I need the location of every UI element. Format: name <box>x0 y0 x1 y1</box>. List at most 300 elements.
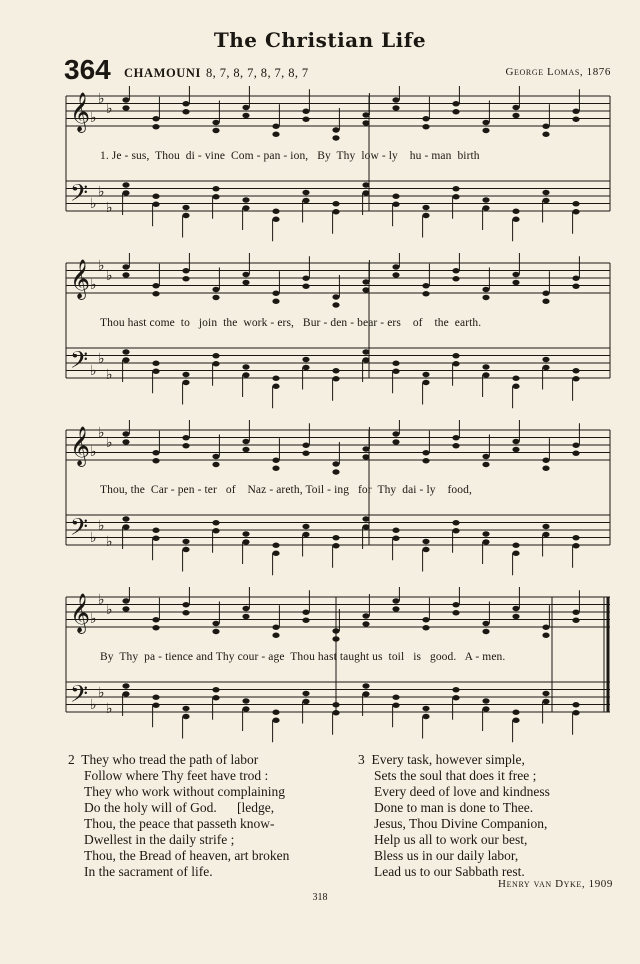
verse-2-line: They who work without complaining <box>84 784 285 799</box>
note-head <box>572 618 579 623</box>
note-head <box>422 458 429 463</box>
note-head <box>542 198 549 203</box>
note-head <box>152 361 159 366</box>
note-head <box>332 368 339 373</box>
note-head <box>212 120 219 125</box>
note-head <box>242 113 249 118</box>
treble-clef-icon: 𝄞 <box>70 259 91 299</box>
flat-sign-icon: ♭ <box>98 258 105 274</box>
lyric-line-4: By Thy pa - tience and Thy cour - age Thou hast taught us toil is good. A - men. <box>100 651 506 663</box>
note-head <box>212 295 219 300</box>
note-head <box>332 710 339 715</box>
verse-2-line: Do the holy will of God. [ledge, <box>84 800 275 815</box>
note-head <box>302 117 309 122</box>
bass-clef-icon: 𝄢 <box>70 179 89 212</box>
note-head <box>182 610 189 615</box>
note-head <box>392 703 399 708</box>
note-head <box>182 109 189 114</box>
flat-sign-icon: ♭ <box>98 184 105 200</box>
note-head <box>272 633 279 638</box>
note-head <box>122 190 129 195</box>
note-head <box>362 190 369 195</box>
note-head <box>242 698 249 703</box>
flat-sign-icon: ♭ <box>106 200 113 216</box>
note-head <box>212 454 219 459</box>
note-head <box>512 105 519 110</box>
note-head <box>182 213 189 218</box>
verse-2-line: Thou, the Bread of heaven, art broken <box>84 848 290 863</box>
staff-lines <box>64 86 612 246</box>
note-head <box>242 205 249 210</box>
note-head <box>122 97 129 102</box>
note-head <box>302 109 309 114</box>
note-head <box>542 625 549 630</box>
note-head <box>272 718 279 723</box>
note-head <box>242 447 249 452</box>
note-head <box>392 272 399 277</box>
verse-2-line: Follow where Thy feet have trod : <box>84 768 269 783</box>
note-head <box>512 280 519 285</box>
note-head <box>272 132 279 137</box>
note-head <box>272 291 279 296</box>
note-head <box>212 621 219 626</box>
note-head <box>482 372 489 377</box>
note-head <box>512 614 519 619</box>
note-head <box>362 120 369 125</box>
note-head <box>542 132 549 137</box>
note-head <box>332 535 339 540</box>
verse-3-line: Lead us to our Sabbath rest. <box>374 864 525 879</box>
note-head <box>362 279 369 284</box>
note-head <box>122 606 129 611</box>
note-head <box>182 706 189 711</box>
note-head <box>392 536 399 541</box>
flat-sign-icon: ♭ <box>106 101 113 117</box>
note-head <box>302 699 309 704</box>
note-head <box>182 276 189 281</box>
music-system-4 <box>64 587 612 747</box>
note-head <box>272 217 279 222</box>
note-head <box>422 372 429 377</box>
note-head <box>242 706 249 711</box>
note-head <box>362 446 369 451</box>
note-head <box>542 691 549 696</box>
verse-3-line: Help us all to work our best, <box>374 832 528 847</box>
note-head <box>392 97 399 102</box>
note-head <box>542 357 549 362</box>
note-head <box>452 109 459 114</box>
note-head <box>212 687 219 692</box>
staff-lines <box>64 253 612 413</box>
note-head <box>392 264 399 269</box>
note-head <box>512 718 519 723</box>
note-head <box>212 528 219 533</box>
verse-3 <box>358 752 550 880</box>
note-head <box>452 353 459 358</box>
note-head <box>212 695 219 700</box>
note-head <box>482 454 489 459</box>
flat-sign-icon: ♭ <box>98 518 105 534</box>
note-head <box>152 124 159 129</box>
note-head <box>182 205 189 210</box>
note-head <box>542 532 549 537</box>
note-head <box>182 547 189 552</box>
note-head <box>452 687 459 692</box>
note-head <box>272 625 279 630</box>
note-head <box>182 602 189 607</box>
note-head <box>452 610 459 615</box>
note-head <box>572 201 579 206</box>
note-head <box>122 264 129 269</box>
verse-3-line: Bless us in our daily labor, <box>374 848 519 863</box>
note-head <box>302 276 309 281</box>
verse-2 <box>68 752 289 880</box>
note-head <box>392 598 399 603</box>
note-head <box>122 683 129 688</box>
note-head <box>542 458 549 463</box>
note-head <box>152 116 159 121</box>
note-head <box>242 372 249 377</box>
verse-3-line: Done to man is done to Thee. <box>374 800 534 815</box>
flat-sign-icon: ♭ <box>106 367 113 383</box>
note-head <box>152 528 159 533</box>
note-head <box>572 702 579 707</box>
note-head <box>482 287 489 292</box>
note-head <box>182 435 189 440</box>
treble-clef-icon: 𝄞 <box>70 426 91 466</box>
note-head <box>392 361 399 366</box>
flat-sign-icon: ♭ <box>106 268 113 284</box>
note-head <box>272 710 279 715</box>
note-head <box>122 349 129 354</box>
flat-sign-icon: ♭ <box>106 602 113 618</box>
note-head <box>122 598 129 603</box>
note-head <box>542 291 549 296</box>
note-head <box>302 190 309 195</box>
note-head <box>212 361 219 366</box>
note-head <box>452 361 459 366</box>
flat-sign-icon: ♭ <box>90 363 97 379</box>
note-head <box>362 287 369 292</box>
note-head <box>542 365 549 370</box>
meter: 8, 7, 8, 7, 8, 7, 8, 7 <box>206 66 309 80</box>
note-head <box>182 714 189 719</box>
note-head <box>392 105 399 110</box>
note-head <box>572 543 579 548</box>
note-head <box>272 551 279 556</box>
note-head <box>182 268 189 273</box>
note-head <box>362 182 369 187</box>
note-head <box>392 202 399 207</box>
bass-clef-icon: 𝄢 <box>70 680 89 713</box>
note-head <box>452 101 459 106</box>
composer: George Lomas, 1876 <box>505 66 611 78</box>
flat-sign-icon: ♭ <box>98 685 105 701</box>
flat-sign-icon: ♭ <box>90 530 97 546</box>
note-head <box>572 368 579 373</box>
note-head <box>272 384 279 389</box>
note-head <box>152 202 159 207</box>
flat-sign-icon: ♭ <box>90 611 97 627</box>
note-head <box>422 116 429 121</box>
note-head <box>422 450 429 455</box>
note-head <box>362 349 369 354</box>
note-head <box>152 703 159 708</box>
note-head <box>332 628 339 633</box>
note-head <box>302 198 309 203</box>
flat-sign-icon: ♭ <box>106 701 113 717</box>
note-head <box>482 539 489 544</box>
note-head <box>152 291 159 296</box>
flat-sign-icon: ♭ <box>98 351 105 367</box>
note-head <box>272 209 279 214</box>
note-head <box>482 128 489 133</box>
note-head <box>452 602 459 607</box>
hymn-number: 364 <box>64 54 111 85</box>
treble-clef-icon: 𝄞 <box>70 92 91 132</box>
note-head <box>482 205 489 210</box>
note-head <box>422 617 429 622</box>
note-head <box>422 539 429 544</box>
note-head <box>572 209 579 214</box>
note-head <box>272 543 279 548</box>
note-head <box>122 516 129 521</box>
note-head <box>512 217 519 222</box>
note-head <box>332 201 339 206</box>
note-head <box>302 532 309 537</box>
note-head <box>482 698 489 703</box>
note-head <box>452 528 459 533</box>
note-head <box>212 186 219 191</box>
note-head <box>332 135 339 140</box>
verse-3-line: 3 Every task, however simple, <box>358 752 525 767</box>
note-head <box>512 384 519 389</box>
note-head <box>572 710 579 715</box>
flat-sign-icon: ♭ <box>98 425 105 441</box>
note-head <box>182 101 189 106</box>
note-head <box>542 633 549 638</box>
note-head <box>452 194 459 199</box>
note-head <box>302 451 309 456</box>
music-system-2 <box>64 253 612 413</box>
note-head <box>542 190 549 195</box>
note-head <box>512 710 519 715</box>
note-head <box>482 706 489 711</box>
note-head <box>362 683 369 688</box>
note-head <box>362 524 369 529</box>
lyric-line-3: Thou, the Car - pen - ter of Naz - areth, Toil - ing for Thy dai - ly food, <box>100 484 472 496</box>
note-head <box>482 629 489 634</box>
note-head <box>572 276 579 281</box>
note-head <box>422 124 429 129</box>
note-head <box>122 105 129 110</box>
note-head <box>572 443 579 448</box>
music-system-3 <box>64 420 612 580</box>
flat-sign-icon: ♭ <box>98 91 105 107</box>
note-head <box>392 194 399 199</box>
note-head <box>362 621 369 626</box>
note-head <box>392 606 399 611</box>
note-head <box>542 466 549 471</box>
note-head <box>452 443 459 448</box>
note-head <box>512 439 519 444</box>
note-head <box>212 128 219 133</box>
flat-sign-icon: ♭ <box>106 534 113 550</box>
note-head <box>362 112 369 117</box>
verse-3-line: Every deed of love and kindness <box>374 784 550 799</box>
verse-3-line: Jesus, Thou Divine Companion, <box>374 816 548 831</box>
note-head <box>482 197 489 202</box>
note-head <box>452 186 459 191</box>
note-head <box>122 691 129 696</box>
note-head <box>362 357 369 362</box>
note-head <box>332 209 339 214</box>
flat-sign-icon: ♭ <box>90 697 97 713</box>
note-head <box>242 105 249 110</box>
note-head <box>242 439 249 444</box>
note-head <box>392 528 399 533</box>
note-head <box>512 551 519 556</box>
lyric-line-2: Thou hast come to join the work - ers, Bur - den - bear - ers of the earth. <box>100 317 482 329</box>
staff-lines <box>64 587 612 747</box>
note-head <box>242 197 249 202</box>
note-head <box>332 294 339 299</box>
note-head <box>242 606 249 611</box>
treble-clef-icon: 𝄞 <box>70 593 91 633</box>
note-head <box>422 625 429 630</box>
note-head <box>302 443 309 448</box>
tune-name: CHAMOUNI <box>124 66 202 80</box>
note-head <box>182 372 189 377</box>
note-head <box>302 365 309 370</box>
note-head <box>272 466 279 471</box>
note-head <box>242 531 249 536</box>
page-number: 318 <box>312 892 328 903</box>
bass-clef-icon: 𝄢 <box>70 513 89 546</box>
music-system-1 <box>64 86 612 246</box>
note-head <box>512 376 519 381</box>
note-head <box>152 450 159 455</box>
note-head <box>302 610 309 615</box>
note-head <box>302 618 309 623</box>
note-head <box>272 299 279 304</box>
note-head <box>572 535 579 540</box>
note-head <box>572 109 579 114</box>
note-head <box>362 516 369 521</box>
note-head <box>182 539 189 544</box>
note-head <box>512 606 519 611</box>
note-head <box>272 376 279 381</box>
note-head <box>422 205 429 210</box>
note-head <box>152 369 159 374</box>
note-head <box>482 531 489 536</box>
note-head <box>302 284 309 289</box>
note-head <box>122 357 129 362</box>
note-head <box>122 431 129 436</box>
verse-3-line: Sets the soul that does it free ; <box>374 768 537 783</box>
note-head <box>452 435 459 440</box>
flat-sign-icon: ♭ <box>90 110 97 126</box>
note-head <box>302 357 309 362</box>
note-head <box>152 283 159 288</box>
note-head <box>332 127 339 132</box>
note-head <box>452 520 459 525</box>
note-head <box>392 369 399 374</box>
note-head <box>422 380 429 385</box>
note-head <box>392 439 399 444</box>
note-head <box>242 272 249 277</box>
bass-clef-icon: 𝄢 <box>70 346 89 379</box>
note-head <box>452 695 459 700</box>
note-head <box>542 124 549 129</box>
note-head <box>182 380 189 385</box>
note-head <box>422 714 429 719</box>
note-head <box>332 543 339 548</box>
note-head <box>332 702 339 707</box>
flat-sign-icon: ♭ <box>90 196 97 212</box>
note-head <box>422 283 429 288</box>
note-head <box>512 447 519 452</box>
flat-sign-icon: ♭ <box>98 592 105 608</box>
note-head <box>122 524 129 529</box>
note-head <box>392 431 399 436</box>
note-head <box>182 443 189 448</box>
note-head <box>212 629 219 634</box>
note-head <box>512 272 519 277</box>
note-head <box>152 695 159 700</box>
note-head <box>482 462 489 467</box>
note-head <box>242 539 249 544</box>
note-head <box>152 536 159 541</box>
note-head <box>122 439 129 444</box>
section-title: The Christian Life <box>213 28 427 52</box>
lyric-line-1: 1. Je - sus, Thou di - vine Com - pan - ion, By Thy low - ly hu - man birth <box>100 150 480 162</box>
note-head <box>332 302 339 307</box>
note-head <box>332 469 339 474</box>
note-head <box>152 617 159 622</box>
note-head <box>422 213 429 218</box>
note-head <box>422 547 429 552</box>
note-head <box>332 461 339 466</box>
note-head <box>152 194 159 199</box>
note-head <box>542 524 549 529</box>
note-head <box>152 625 159 630</box>
note-head <box>482 120 489 125</box>
note-head <box>512 113 519 118</box>
staff-lines <box>64 420 612 580</box>
note-head <box>482 295 489 300</box>
verse-2-line: In the sacrament of life. <box>84 864 213 879</box>
note-head <box>212 353 219 358</box>
note-head <box>572 376 579 381</box>
verse-2-line: Thou, the peace that passeth know- <box>84 816 275 831</box>
flat-sign-icon: ♭ <box>90 277 97 293</box>
note-head <box>212 520 219 525</box>
note-head <box>272 124 279 129</box>
note-head <box>212 287 219 292</box>
note-head <box>422 706 429 711</box>
note-head <box>122 182 129 187</box>
flat-sign-icon: ♭ <box>90 444 97 460</box>
note-head <box>362 454 369 459</box>
note-head <box>302 524 309 529</box>
note-head <box>212 194 219 199</box>
verse-2-line: Dwellest in the daily strife ; <box>84 832 235 847</box>
note-head <box>242 614 249 619</box>
note-head <box>452 268 459 273</box>
note-head <box>452 276 459 281</box>
verse-2-line: 2 They who tread the path of labor <box>68 752 259 767</box>
